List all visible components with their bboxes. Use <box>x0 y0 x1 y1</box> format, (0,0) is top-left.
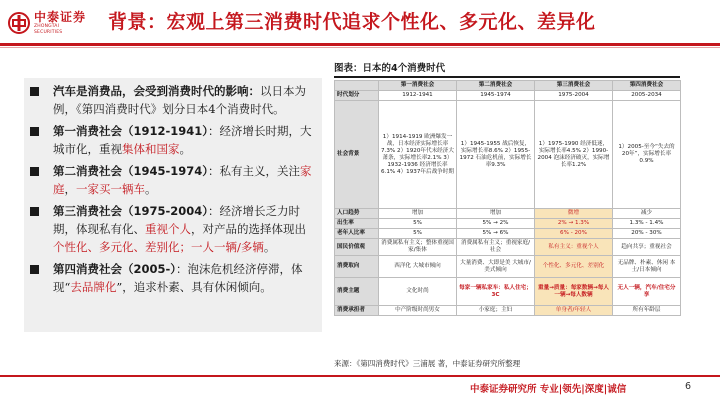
footer-slogan: 中泰证券研究所 专业|领先|深度|诚信 <box>470 384 627 395</box>
table-cell: 1）2005-至今“失去的20年”，实际增长率0.9% <box>613 101 681 209</box>
table-cell: 1）1945-1955 战后恢复，实际增长率8.6% 2）1955-1972 石油危机前，实际增长率9.3% <box>457 101 535 209</box>
table-top-rule <box>334 76 680 78</box>
table-row <box>335 256 681 278</box>
row-label: 出生率 <box>335 219 379 229</box>
bullet-heading: 汽车是消费品，会受到消费时代的影响： <box>53 84 260 98</box>
table-header-cell: 第二消费社会 <box>457 81 535 91</box>
table-cell: 1）1975-1990 经济低迷，实际增长率4.5% 2）1990-2004 泡沫经济破灭，实际增长率1.2% <box>535 101 613 209</box>
table-header-cell: 第一消费社会 <box>379 81 457 91</box>
bullet-heading: 第四消费社会（2005-） <box>53 262 177 276</box>
table-cell: 5% <box>379 219 457 229</box>
table-cell: 1.3% - 1.4% <box>613 219 681 229</box>
table-cell: 减少 <box>613 209 681 219</box>
bullet-body: 。 <box>145 182 157 196</box>
bullet-body: ：经济增长乏力时期，体现私有化、 <box>53 204 301 236</box>
bullet-highlight: 去品牌化 <box>70 280 117 294</box>
table-header-cell: 第三消费社会 <box>535 81 613 91</box>
square-bullet-icon <box>30 207 39 216</box>
table-cell: 1945-1974 <box>457 91 535 101</box>
bullet-body: ”，追求朴素、具有休闲倾向。 <box>116 280 272 294</box>
bullet-item <box>30 82 316 118</box>
page-title: 背景：宏观上第三消费时代追求个性化、多元化、差异化 <box>108 11 596 33</box>
table-cell: 1975-2004 <box>535 91 613 101</box>
square-bullet-icon <box>30 87 39 96</box>
table-cell: 无人一辆，汽车/住宅分享 <box>613 278 681 306</box>
bullet-body: 以日本为例，《第四消费时代》划分日本4个消费时代。 <box>53 84 306 116</box>
bullet-highlight: 一家买一辆车 <box>76 182 145 196</box>
table-cell: 大量消费、大即是美 大城市/美式倾向 <box>457 256 535 278</box>
bullet-item <box>30 122 316 158</box>
brand-name-en: ZHONGTAI SECURITIES <box>34 23 63 35</box>
table-cell: 小家庭；主妇 <box>457 306 535 316</box>
table-cell: 趋向共享；重视社会 <box>613 239 681 256</box>
table-cell: 增加 <box>457 209 535 219</box>
bullet-item <box>30 202 316 256</box>
table-cell: 2% → 1.3% <box>535 219 613 229</box>
square-bullet-icon <box>30 265 39 274</box>
square-bullet-icon <box>30 167 39 176</box>
bullet-item <box>30 260 316 296</box>
bullet-body: ：经济增长时期，大城市化，重视 <box>53 124 312 156</box>
table-row <box>335 229 681 239</box>
bullet-body: ，对产品的选择体现出 <box>191 222 306 236</box>
table-row <box>335 101 681 209</box>
row-label: 消费取向 <box>335 256 379 278</box>
table-row <box>335 91 681 101</box>
row-label: 国民价值观 <box>335 239 379 256</box>
row-label: 消费主题 <box>335 278 379 306</box>
table-cell: 消费属私有主义；整体重视国家/集体 <box>379 239 457 256</box>
table-row <box>335 219 681 229</box>
bullet-body: 。 <box>263 240 276 254</box>
table-cell: 所有年龄层 <box>613 306 681 316</box>
table-row <box>335 209 681 219</box>
table-cell: 每家一辆私家车：私人住宅；3C <box>457 278 535 306</box>
table-row <box>335 306 681 316</box>
row-label: 人口趋势 <box>335 209 379 219</box>
table-header-cell: 第四消费社会 <box>613 81 681 91</box>
bullet-highlight: 家庭 <box>53 164 312 196</box>
table-cell: 文化时尚 <box>379 278 457 306</box>
logo-icon <box>8 12 30 34</box>
table-row <box>335 278 681 306</box>
brand-logo <box>8 8 88 38</box>
table-cell: 单身者/年轻人 <box>535 306 613 316</box>
table-cell: 中产阶级时尚男女 <box>379 306 457 316</box>
header-divider-thin <box>0 47 720 48</box>
table-cell: 微增 <box>535 209 613 219</box>
table-cell: 5% → 6% <box>457 229 535 239</box>
table-cell: 2005-2034 <box>613 91 681 101</box>
table-header-cell <box>335 81 379 91</box>
table-cell: 1）1914-1919 欧洲爆发一战，日本经济实际增长率7.3% 2）1920年代末经济大萧条，实际增长率2.1% 3）1932-1936 经济增长率6.1% 4）1937年后战争时期 <box>379 101 457 209</box>
row-label: 社会背景 <box>335 101 379 209</box>
footer-divider <box>0 375 720 377</box>
bullet-highlight: 集体和国家 <box>122 142 180 156</box>
brand-name-cn: 中泰证券 <box>34 9 87 24</box>
page-number: 6 <box>685 381 692 392</box>
table-cell: 6% - 20% <box>535 229 613 239</box>
table-cell: 5% <box>379 229 457 239</box>
consumption-era-table <box>334 80 681 316</box>
table-caption: 图表：日本的4个消费时代 <box>334 63 446 74</box>
table-cell: 5% → 2% <box>457 219 535 229</box>
table-cell: 个性化、多元化、差别化 <box>535 256 613 278</box>
header-divider <box>0 43 720 46</box>
table-cell: 增加 <box>379 209 457 219</box>
bullet-body: ， <box>64 182 76 196</box>
table-row <box>335 239 681 256</box>
bullet-item <box>30 162 316 198</box>
bullet-panel <box>24 78 322 332</box>
row-label: 老年人比率 <box>335 229 379 239</box>
table-cell: 重量→质量：每家数辆→每人一辆→每人数辆 <box>535 278 613 306</box>
header <box>0 0 720 44</box>
bullet-body: ：私有主义，关注 <box>208 164 301 178</box>
table-cell: 消费属私有主义；重视家庭/社会 <box>457 239 535 256</box>
bullet-heading: 第二消费社会（1945-1974） <box>53 164 209 178</box>
bullet-heading: 第三消费社会（1975-2004） <box>53 204 209 218</box>
bullet-body: ：泡沫危机经济停滞，体现“ <box>53 262 303 294</box>
row-label: 消费承担者 <box>335 306 379 316</box>
table-header-row <box>335 81 681 91</box>
table-cell: 私有主义：重视个人 <box>535 239 613 256</box>
row-label: 时代划分 <box>335 91 379 101</box>
table-source-note: 来源：《第四消费时代》三浦展 著，中泰证券研究所整理 <box>334 359 521 368</box>
bullet-highlight: 个性化、多元化、差别化；一人一辆/多辆 <box>53 240 264 254</box>
table-cell: 1912-1941 <box>379 91 457 101</box>
table-cell: 无品牌、朴素、休闲 本土/日本倾向 <box>613 256 681 278</box>
bullet-highlight: 重视个人 <box>145 222 191 236</box>
table-cell: 西洋化 大城市倾向 <box>379 256 457 278</box>
table-cell: 20% - 30% <box>613 229 681 239</box>
square-bullet-icon <box>30 127 39 136</box>
bullet-heading: 第一消费社会（1912-1941） <box>53 124 209 138</box>
bullet-body: 。 <box>179 142 191 156</box>
